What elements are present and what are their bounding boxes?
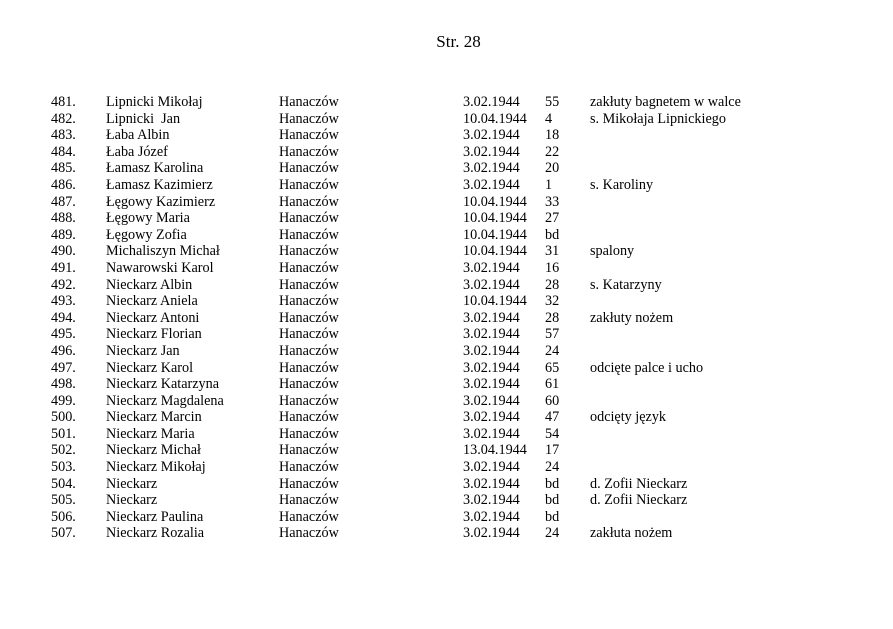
- age-value: 28: [545, 276, 560, 293]
- age-value: 47: [545, 409, 560, 426]
- age-value: 28: [545, 309, 560, 326]
- death-date: 10.04.1944: [463, 226, 527, 243]
- place-name: Hanaczów: [279, 210, 339, 227]
- table-row: [0, 277, 893, 294]
- table-row: [0, 376, 893, 393]
- place-name: Hanaczów: [279, 226, 339, 243]
- person-name: Nieckarz Albin: [106, 276, 193, 293]
- death-date: 10.04.1944: [463, 193, 527, 210]
- death-date: 3.02.1944: [463, 127, 520, 144]
- table-row: [0, 144, 893, 161]
- person-name: Michaliszyn Michał: [106, 243, 220, 260]
- person-name: Nieckarz Marcin: [106, 409, 202, 426]
- entry-number: 491.: [51, 259, 76, 276]
- table-row: [0, 127, 893, 144]
- table-row: [0, 343, 893, 360]
- entry-number: 489.: [51, 226, 76, 243]
- remark-text: spalony: [590, 243, 635, 260]
- table-row: [0, 160, 893, 177]
- entry-number: 493.: [51, 293, 76, 310]
- death-date: 3.02.1944: [463, 276, 520, 293]
- age-value: 54: [545, 425, 560, 442]
- entry-number: 481.: [51, 94, 76, 110]
- person-name: Nieckarz Paulina: [106, 508, 204, 525]
- entry-number: 482.: [51, 110, 76, 127]
- person-name: Lipnicki Jan: [106, 110, 181, 127]
- death-date: 3.02.1944: [463, 176, 520, 193]
- table-row: [0, 293, 893, 310]
- death-date: 10.04.1944: [463, 243, 527, 260]
- remark-text: odcięte palce i ucho: [590, 359, 704, 376]
- entry-number: 488.: [51, 210, 76, 227]
- entry-number: 500.: [51, 409, 76, 426]
- place-name: Hanaczów: [279, 525, 339, 542]
- age-value: 24: [545, 459, 560, 476]
- table-row: [0, 426, 893, 443]
- death-date: 3.02.1944: [463, 425, 520, 442]
- age-value: 61: [545, 376, 560, 393]
- age-value: 60: [545, 392, 560, 409]
- entry-number: 504.: [51, 475, 76, 492]
- death-date: 3.02.1944: [463, 94, 520, 110]
- person-name: Łaba Józef: [106, 143, 168, 160]
- age-value: 16: [545, 259, 560, 276]
- place-name: Hanaczów: [279, 342, 339, 359]
- remark-text: odcięty język: [590, 409, 667, 426]
- table-row: [0, 509, 893, 526]
- person-name: Łamasz Karolina: [106, 160, 204, 177]
- place-name: Hanaczów: [279, 110, 339, 127]
- age-value: 55: [545, 94, 560, 110]
- death-date: 3.02.1944: [463, 160, 520, 177]
- entry-number: 507.: [51, 525, 76, 542]
- death-date: 3.02.1944: [463, 492, 520, 509]
- death-date: 3.02.1944: [463, 326, 520, 343]
- table-row: [0, 476, 893, 493]
- table-row: [0, 94, 893, 111]
- age-value: bd: [545, 475, 560, 492]
- person-name: Nieckarz Mikołaj: [106, 459, 206, 476]
- entry-number: 495.: [51, 326, 76, 343]
- entry-number: 494.: [51, 309, 76, 326]
- entry-number: 487.: [51, 193, 76, 210]
- table-row: [0, 177, 893, 194]
- age-value: bd: [545, 226, 560, 243]
- age-value: 32: [545, 293, 560, 310]
- entry-number: 483.: [51, 127, 76, 144]
- person-name: Nieckarz Maria: [106, 425, 195, 442]
- death-date: 3.02.1944: [463, 392, 520, 409]
- age-value: 17: [545, 442, 560, 459]
- death-date: 3.02.1944: [463, 409, 520, 426]
- entry-number: 501.: [51, 425, 76, 442]
- entry-number: 486.: [51, 176, 76, 193]
- table-row: [0, 210, 893, 227]
- person-name: Nieckarz Michał: [106, 442, 201, 459]
- table-row: [0, 492, 893, 509]
- table-row: [0, 260, 893, 277]
- place-name: Hanaczów: [279, 392, 339, 409]
- age-value: 65: [545, 359, 560, 376]
- place-name: Hanaczów: [279, 508, 339, 525]
- remark-text: d. Zofii Nieckarz: [590, 492, 688, 509]
- remark-text: zakłuty nożem: [590, 309, 674, 326]
- table-row: [0, 459, 893, 476]
- entry-number: 498.: [51, 376, 76, 393]
- death-date: 13.04.1944: [463, 442, 527, 459]
- age-value: 22: [545, 143, 560, 160]
- table-row: [0, 360, 893, 377]
- entry-number: 485.: [51, 160, 76, 177]
- person-name: Nieckarz Katarzyna: [106, 376, 220, 393]
- table-row: [0, 111, 893, 128]
- entry-number: 499.: [51, 392, 76, 409]
- age-value: 4: [545, 110, 553, 127]
- place-name: Hanaczów: [279, 176, 339, 193]
- remark-text: zakłuta nożem: [590, 525, 673, 542]
- place-name: Hanaczów: [279, 359, 339, 376]
- entry-number: 484.: [51, 143, 76, 160]
- death-date: 3.02.1944: [463, 525, 520, 542]
- table-row: [0, 393, 893, 410]
- remark-text: s. Katarzyny: [590, 276, 662, 293]
- page-title: Str. 28: [436, 32, 481, 51]
- table-row: [0, 442, 893, 459]
- person-name: Nieckarz Aniela: [106, 293, 198, 310]
- death-date: 3.02.1944: [463, 475, 520, 492]
- age-value: 20: [545, 160, 560, 177]
- table-row: [0, 194, 893, 211]
- remark-text: s. Mikołaja Lipnickiego: [590, 110, 726, 127]
- remark-text: zakłuty bagnetem w walce: [590, 94, 741, 110]
- place-name: Hanaczów: [279, 376, 339, 393]
- death-date: 3.02.1944: [463, 508, 520, 525]
- person-name: Łęgowy Kazimierz: [106, 193, 216, 210]
- place-name: Hanaczów: [279, 259, 339, 276]
- place-name: Hanaczów: [279, 475, 339, 492]
- person-name: Łamasz Kazimierz: [106, 176, 213, 193]
- remark-text: d. Zofii Nieckarz: [590, 475, 688, 492]
- table-row: [0, 310, 893, 327]
- person-name: Łęgowy Zofia: [106, 226, 187, 243]
- person-name: Nieckarz Karol: [106, 359, 194, 376]
- place-name: Hanaczów: [279, 459, 339, 476]
- age-value: bd: [545, 508, 560, 525]
- person-name: Nieckarz Magdalena: [106, 392, 224, 409]
- person-name: Łęgowy Maria: [106, 210, 190, 227]
- place-name: Hanaczów: [279, 326, 339, 343]
- death-date: 3.02.1944: [463, 259, 520, 276]
- place-name: Hanaczów: [279, 492, 339, 509]
- age-value: 1: [545, 176, 553, 193]
- person-name: Nieckarz: [106, 492, 158, 509]
- entry-number: 497.: [51, 359, 76, 376]
- place-name: Hanaczów: [279, 143, 339, 160]
- place-name: Hanaczów: [279, 276, 339, 293]
- death-date: 3.02.1944: [463, 459, 520, 476]
- entry-number: 492.: [51, 276, 76, 293]
- place-name: Hanaczów: [279, 293, 339, 310]
- table-row: [0, 525, 893, 542]
- table-row: [0, 409, 893, 426]
- age-value: 57: [545, 326, 560, 343]
- person-name: Nieckarz Jan: [106, 342, 180, 359]
- table-row: [0, 243, 893, 260]
- death-date: 3.02.1944: [463, 143, 520, 160]
- place-name: Hanaczów: [279, 160, 339, 177]
- person-name: Łaba Albin: [106, 127, 170, 144]
- place-name: Hanaczów: [279, 127, 339, 144]
- person-name: Lipnicki Mikołaj: [106, 94, 203, 110]
- entry-number: 496.: [51, 342, 76, 359]
- death-date: 3.02.1944: [463, 376, 520, 393]
- entry-number: 502.: [51, 442, 76, 459]
- age-value: 24: [545, 342, 560, 359]
- place-name: Hanaczów: [279, 193, 339, 210]
- death-date: 3.02.1944: [463, 342, 520, 359]
- entry-number: 506.: [51, 508, 76, 525]
- age-value: 24: [545, 525, 560, 542]
- person-name: Nieckarz Florian: [106, 326, 202, 343]
- person-name: Nieckarz: [106, 475, 158, 492]
- remark-text: s. Karoliny: [590, 176, 654, 193]
- person-name: Nawarowski Karol: [106, 259, 214, 276]
- death-date: 3.02.1944: [463, 309, 520, 326]
- death-date: 10.04.1944: [463, 293, 527, 310]
- place-name: Hanaczów: [279, 425, 339, 442]
- age-value: 27: [545, 210, 560, 227]
- place-name: Hanaczów: [279, 94, 339, 110]
- table-row: [0, 227, 893, 244]
- place-name: Hanaczów: [279, 243, 339, 260]
- person-name: Nieckarz Rozalia: [106, 525, 205, 542]
- table-row: [0, 326, 893, 343]
- place-name: Hanaczów: [279, 309, 339, 326]
- death-date: 3.02.1944: [463, 359, 520, 376]
- entry-number: 490.: [51, 243, 76, 260]
- age-value: 33: [545, 193, 560, 210]
- age-value: bd: [545, 492, 560, 509]
- person-name: Nieckarz Antoni: [106, 309, 200, 326]
- death-date: 10.04.1944: [463, 110, 527, 127]
- age-value: 18: [545, 127, 560, 144]
- age-value: 31: [545, 243, 560, 260]
- victim-list: [0, 94, 893, 542]
- entry-number: 505.: [51, 492, 76, 509]
- entry-number: 503.: [51, 459, 76, 476]
- death-date: 10.04.1944: [463, 210, 527, 227]
- place-name: Hanaczów: [279, 442, 339, 459]
- place-name: Hanaczów: [279, 409, 339, 426]
